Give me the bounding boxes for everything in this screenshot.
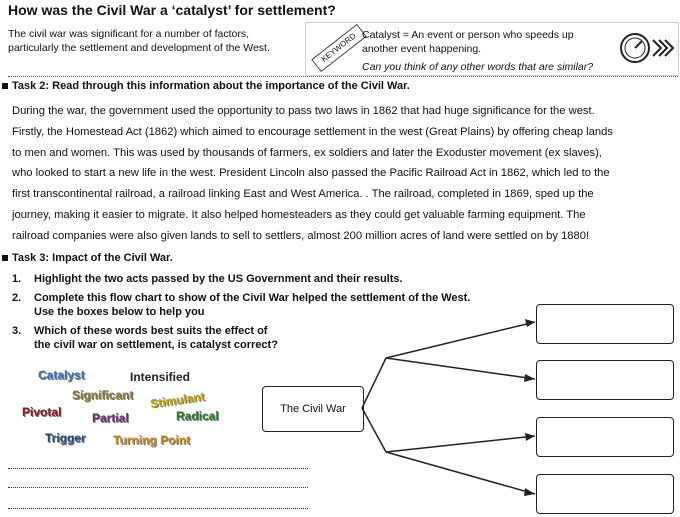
answer-line[interactable] — [8, 487, 308, 488]
task2-heading-text: Task 2: Read through this information about the importance of the Civil War. — [12, 80, 410, 92]
paragraph-line: railroad companies were also given lands to sell to settlers, almost 200 million acres of land were settled on by 1880! — [12, 229, 590, 242]
word-trigger: Trigger — [45, 431, 86, 445]
arrow-line — [386, 452, 535, 494]
word-catalyst: Catalyst — [38, 368, 85, 382]
word-radical: Radical — [176, 409, 219, 423]
word-significant: Significant — [72, 388, 134, 402]
list-number: 3. — [12, 325, 22, 337]
list-text: Highlight the two acts passed by the US Government and their results. — [34, 273, 403, 285]
paragraph-line: journey, making it easier to migrate. It also helped homesteaders as they could get valuable farming equipment. The — [12, 208, 586, 221]
flowchart-answer-box[interactable] — [536, 474, 674, 514]
word-stimulant: Stimulant — [149, 389, 206, 411]
answer-line[interactable] — [8, 468, 308, 469]
arrow-line — [386, 436, 535, 452]
arrowhead — [525, 433, 535, 441]
paragraph-line: to men and women. This was used by thousands of farmers, ex soldiers and later the Exoduster movement (ex slaves), — [12, 146, 602, 159]
paragraph-line: who looked to start a new life in the west. President Lincoln also passed the Pacific Railroad Act in 1862, which led to the — [12, 167, 610, 180]
connector-line — [362, 408, 386, 452]
civil-war-box — [262, 386, 364, 432]
arrowhead — [524, 488, 535, 496]
paragraph-line: Firstly, the Homestead Act (1862) which aimed to encourage settlement in the west (Great Plains) by offering cheap lands — [12, 125, 613, 138]
keyword-tag: KEYWORD — [311, 24, 367, 72]
word-turning-point: Turning Point — [113, 433, 191, 447]
flowchart-answer-box[interactable] — [536, 417, 674, 457]
keyword-question: Can you think of any other words that are similar? — [362, 61, 594, 73]
arrow-line — [386, 358, 535, 379]
flowchart-answer-box[interactable] — [536, 360, 674, 400]
word-pivotal: Pivotal — [22, 405, 62, 419]
flowchart-answer-box[interactable] — [536, 304, 674, 344]
keyword-definition: Catalyst = An event or person who speeds up another event happening. — [362, 29, 574, 55]
list-number: 2. — [12, 292, 22, 304]
intro-text: The civil war was significant for a number of factors, particularly the settlement and development of the West. — [8, 28, 270, 54]
list-text: the civil war on settlement, is catalyst correct? — [34, 339, 278, 351]
arrowhead — [524, 374, 535, 382]
word-intensified: Intensified — [130, 370, 191, 384]
connector-line — [362, 358, 386, 408]
list-number: 1. — [12, 273, 22, 285]
answer-line[interactable] — [8, 508, 308, 509]
paragraph-line: first transcontinental railroad, a railroad linking East and West America. . The railroad, completed in 1869, sped up the — [12, 188, 594, 201]
civil-war-label: The Civil War — [280, 403, 346, 415]
paragraph-line: During the war, the government used the opportunity to pass two laws in 1862 that had huge significance for the west. — [12, 105, 595, 117]
list-text: Use the boxes below to help you — [34, 306, 205, 318]
task3-heading-text: Task 3: Impact of the Civil War. — [12, 252, 173, 264]
list-text: Complete this flow chart to show of the Civil War helped the settlement of the West. — [34, 292, 471, 304]
page-title: How was the Civil War a ‘catalyst’ for settlement? — [8, 2, 336, 18]
arrow-line — [386, 322, 535, 358]
list-text: Which of these words best suits the effect of — [34, 325, 268, 337]
word-partial: Partial — [92, 411, 129, 425]
